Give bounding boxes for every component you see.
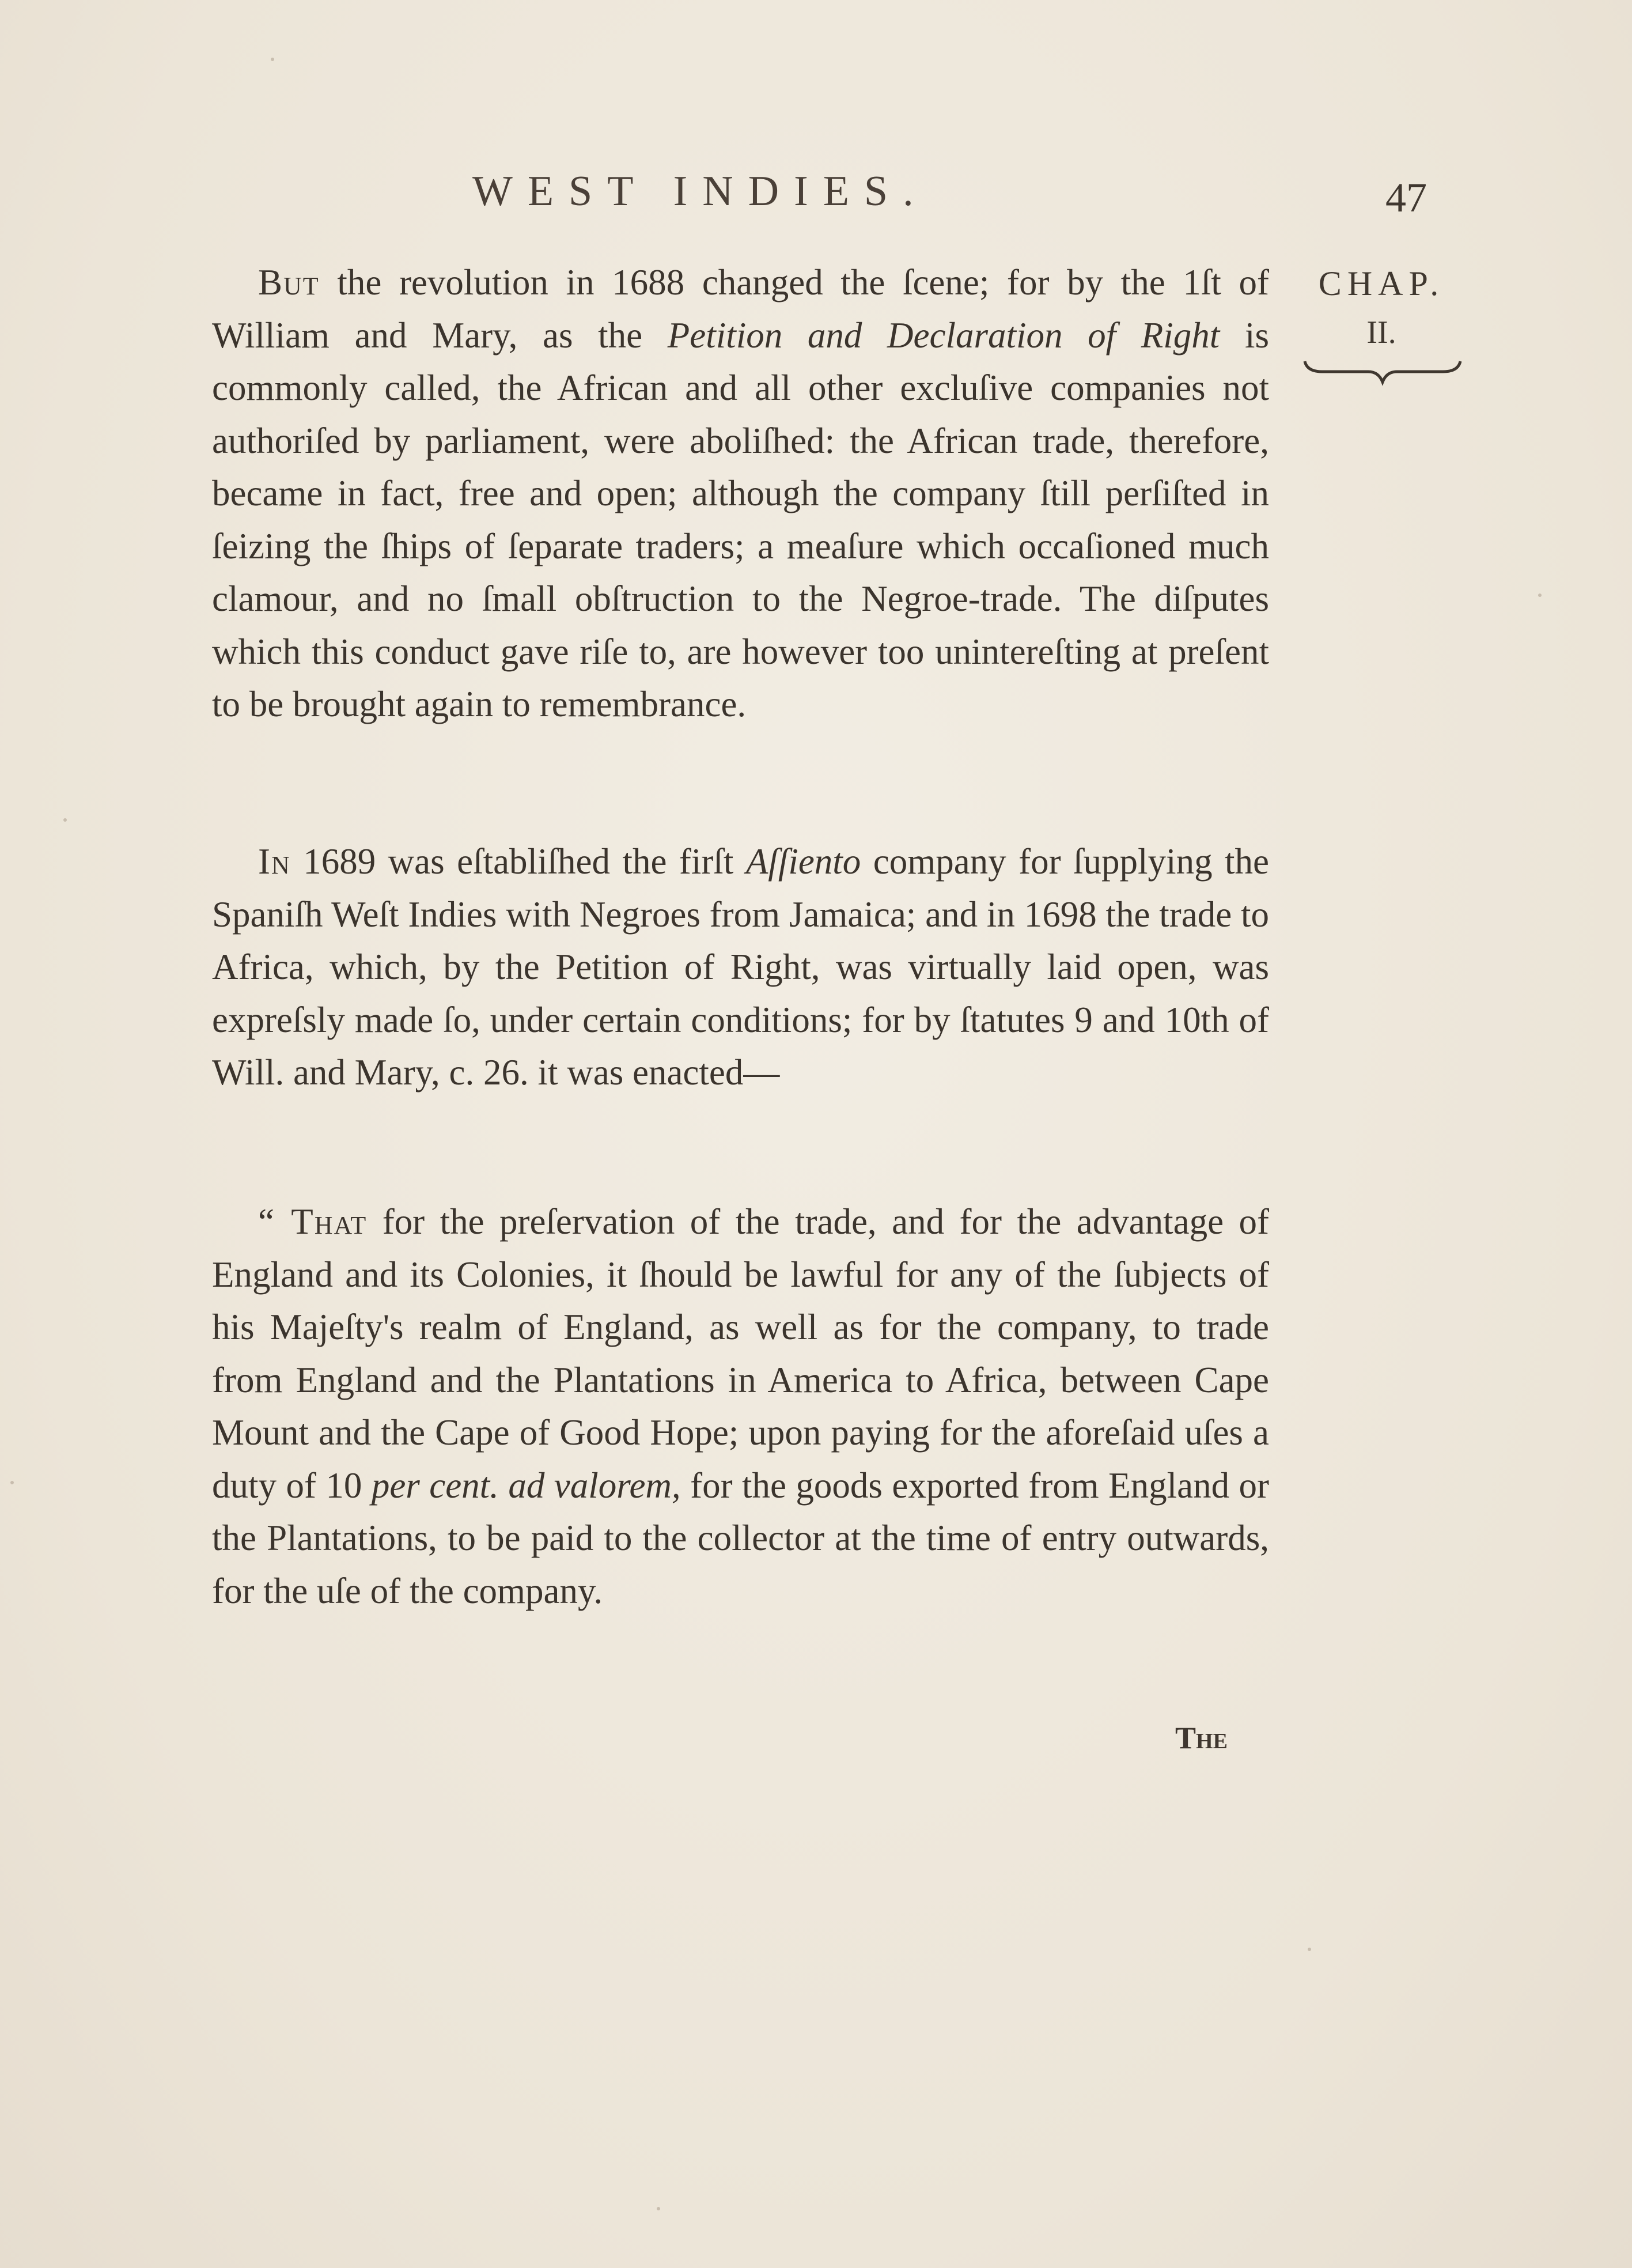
catchword: The — [1175, 1721, 1228, 1755]
paper-speck — [1308, 1948, 1311, 1951]
paragraph-3-italic: per cent. ad valorem, — [371, 1465, 681, 1506]
paragraph-2-text-2: company for ſupplying the Spaniſh Weſt Indies with Negroes from Jamaica; and in 1698 the trade to Africa, which, by the Petition of Right, was virtually laid open, was expreſsly made ſo, under certain conditions; for by ſtatutes 9 and 10th of Will. and Mary, c. 26. it was enacted— — [212, 841, 1269, 1093]
chapter-label: CHAP. — [1318, 264, 1445, 303]
paragraph-1-text-2: is commonly called, the African and all other excluſive companies not authoriſed by parliament, were aboliſhed: the African trade, therefore, became in fact, free and open; although the company ſtill perſiſted in ſeizing the ſhips of ſeparate traders; a meaſure which occaſioned much clamour, and no ſmall obſtruction to the Negroe-trade. The diſputes which this conduct gave riſe to, are however too unintereſting at preſent to be brought again to remembrance. — [212, 315, 1269, 724]
chapter-number: II. — [1366, 315, 1396, 350]
paragraph-3-text: for the preſervation of the trade, and for the advantage of England and its Colonies, it ſhould be lawful for any of the ſubjects of his Majeſty's realm of England, as well as for the company, to trade from England and the Plantations in America to Africa, between Cape Mount and the Cape of Good Hope; upon paying for the aforeſaid uſes a duty of 10 — [212, 1201, 1269, 1506]
paper-speck — [657, 2207, 660, 2210]
paragraph-1-lead: But — [258, 262, 320, 303]
page-number: 47 — [1385, 175, 1427, 221]
paragraph-2-text: 1689 was eſtabliſhed the firſt — [290, 841, 746, 882]
paragraph-2 — [212, 836, 1269, 1099]
paper-speck — [63, 818, 67, 822]
paragraph-3-lead: “ That — [258, 1201, 368, 1242]
paragraph-1-text: the revolution in 1688 changed the ſcene; for by the 1ſt of William and Mary, as the — [212, 262, 1269, 356]
paper-speck — [271, 58, 274, 61]
paragraph-1 — [212, 256, 1269, 731]
paragraph-3 — [212, 1196, 1269, 1617]
brace-ornament — [1299, 354, 1466, 389]
paper-speck — [10, 1481, 14, 1484]
paragraph-1-italic: Petition and Declaration of Right — [667, 315, 1220, 356]
paragraph-2-lead: In — [258, 841, 291, 882]
running-head: WEST INDIES. — [472, 168, 929, 215]
paragraph-3-text-2: for the goods exported from England or the Plantations, to be paid to the collector at the time of entry outwards, for the uſe of the company. — [212, 1465, 1269, 1611]
paper-speck — [1538, 594, 1542, 597]
paragraph-2-italic: Aſſiento — [745, 841, 861, 882]
